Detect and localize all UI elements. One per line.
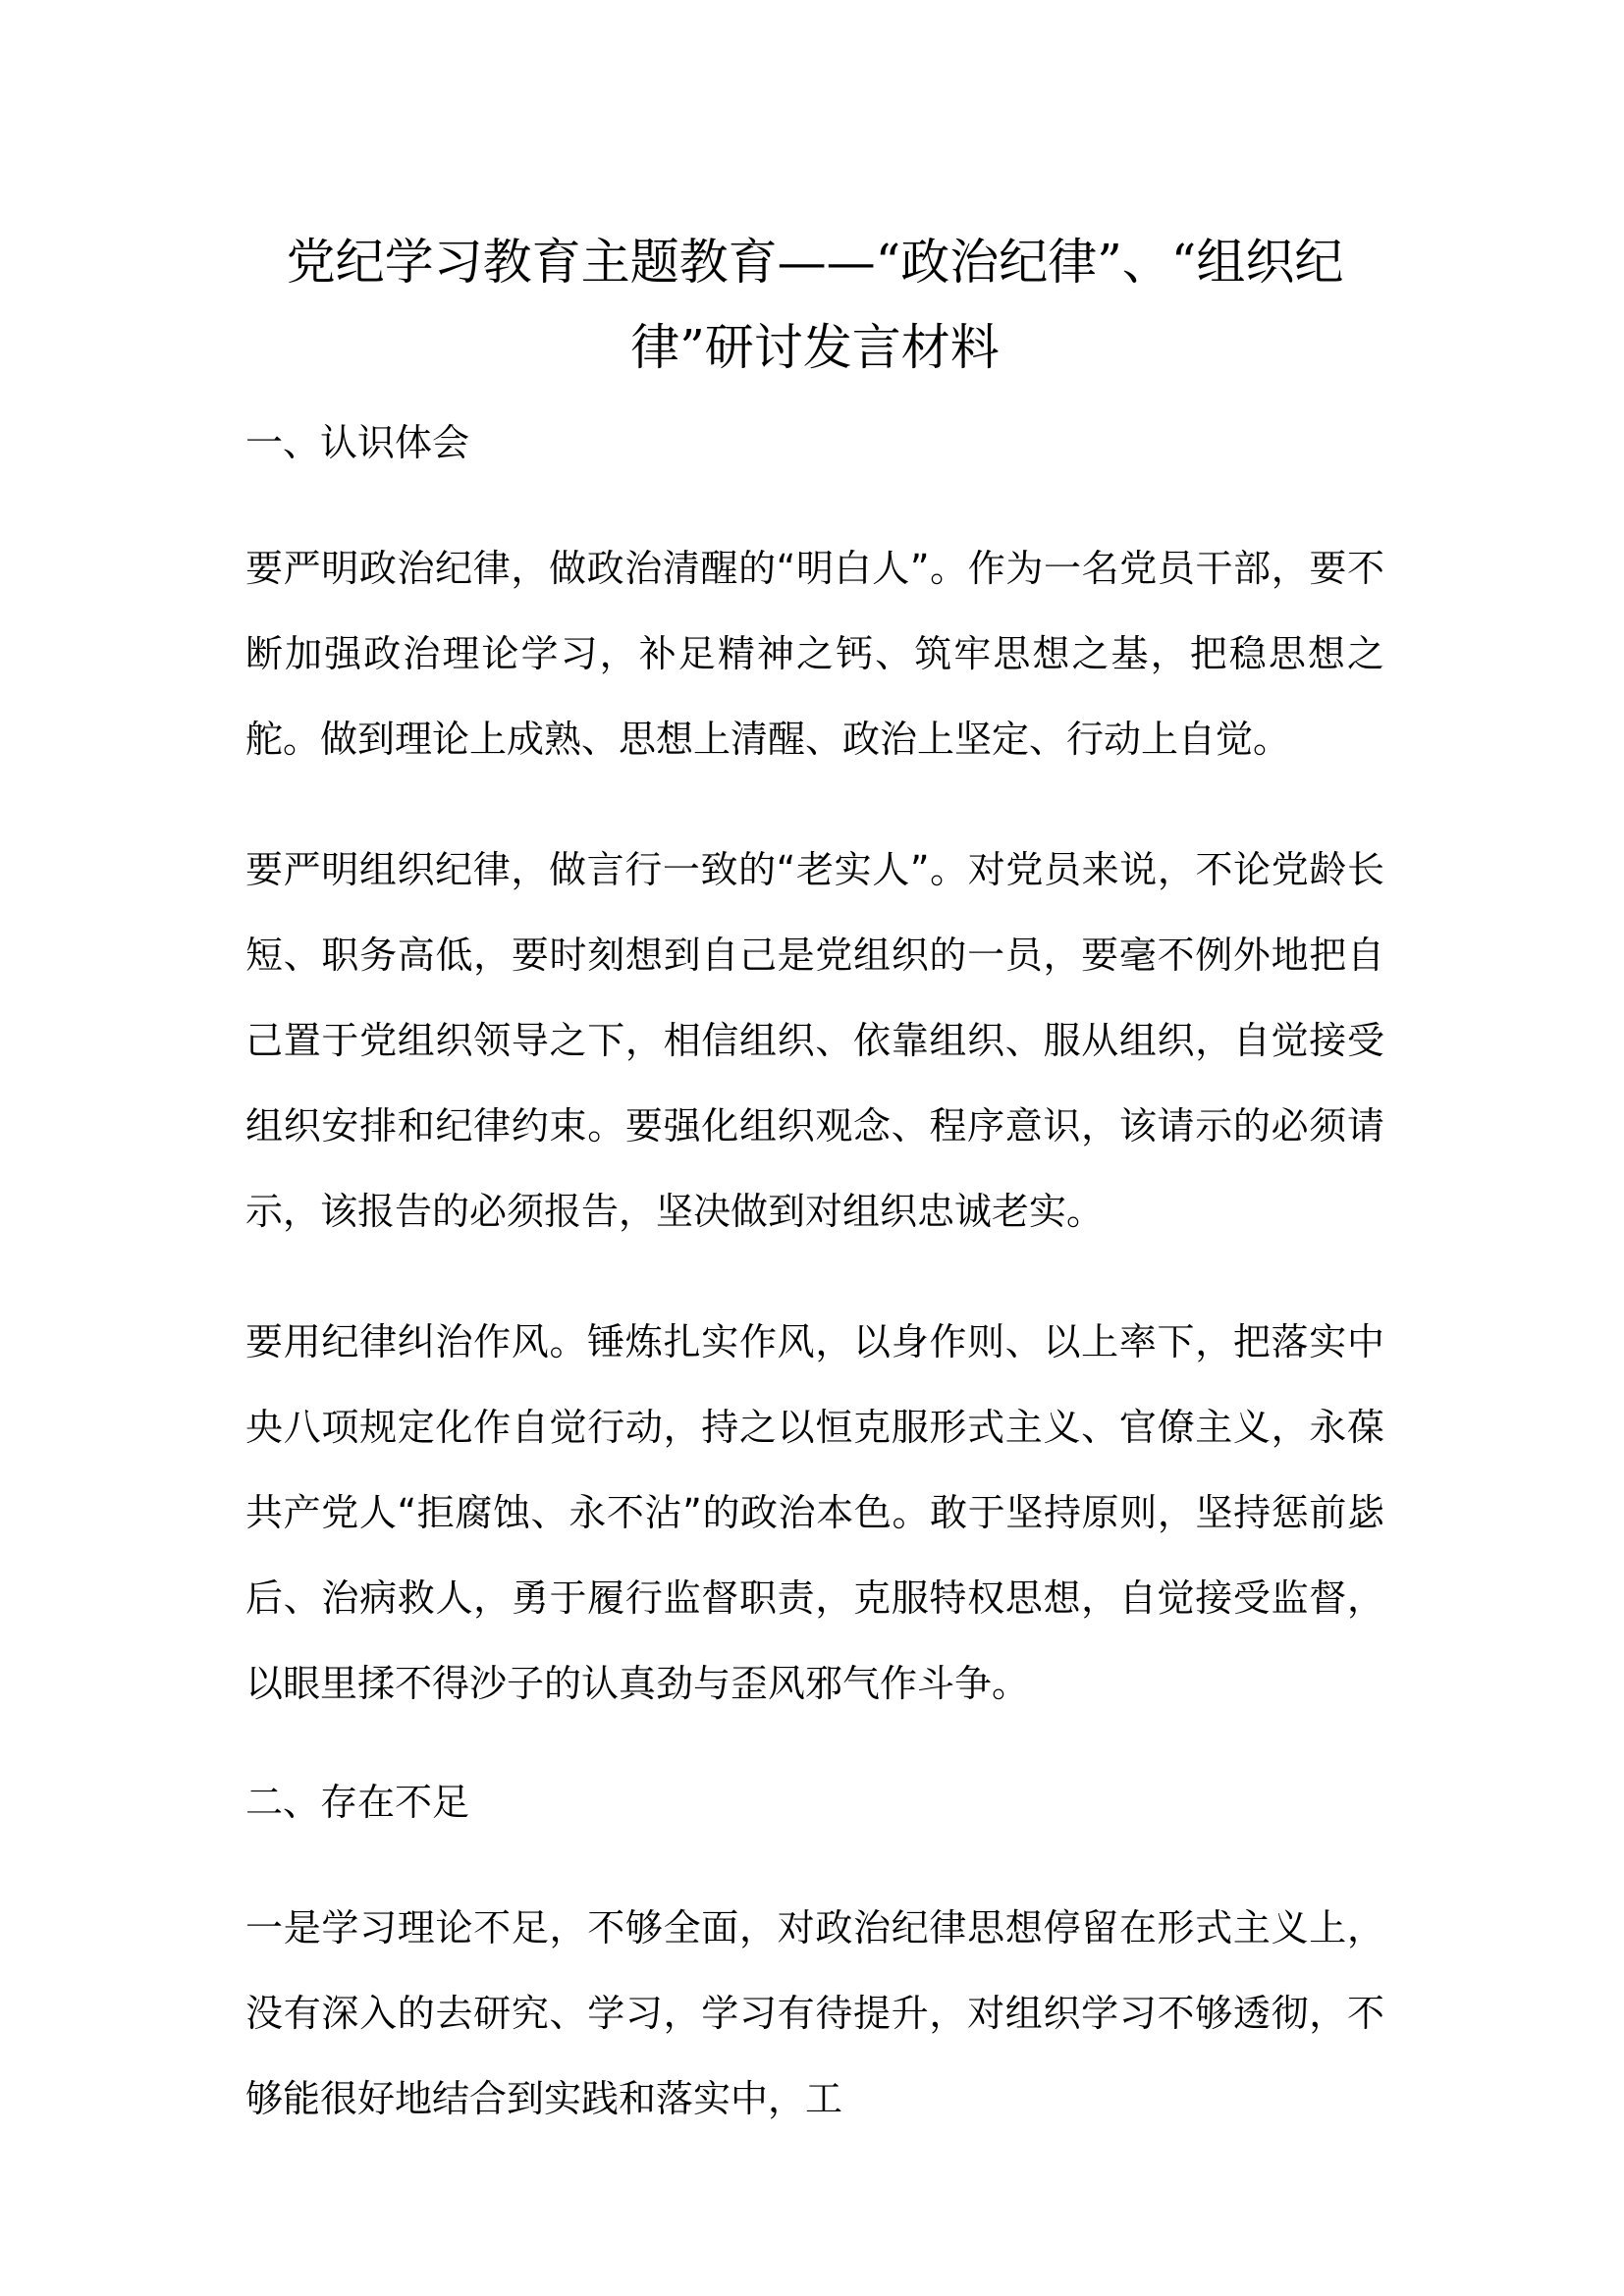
- paragraph-theory-study: 一是学习理论不足，不够全面，对政治纪律思想停留在形式主义上，没有深入的去研究、学习，学习有待提升，对组织学习不够透彻，不够能很好地结合到实践和落实中，工: [245, 1906, 1384, 2120]
- document-body: [245, 412, 1384, 2187]
- document-title-line-2: 律”研讨发言材料: [630, 319, 1000, 376]
- section-heading-awareness: 一、认识体会: [245, 421, 470, 464]
- paragraph-political-discipline: 要严明政治纪律，做政治清醒的“明白人”。作为一名党员干部，要不断加强政治理论学习，补足精神之钙、筑牢思想之基，把稳思想之舵。做到理论上成熟、思想上清醒、政治上坚定、行动上自觉。: [245, 547, 1384, 761]
- paragraph-organizational-discipline: 要严明组织纪律，做言行一致的“老实人”。对党员来说，不论党龄长短、职务高低，要时刻想到自己是党组织的一员，要毫不例外地把自己置于党组织领导之下，相信组织、依靠组织、服从组织，自觉接受组织安排和纪律约束。要强化组织观念、程序意识，该请示的必须请示，该报告的必须报告，坚决做到对组织忠诚老实。: [245, 848, 1384, 1233]
- section-heading-shortcomings: 二、存在不足: [245, 1781, 470, 1824]
- paragraph-work-style: 要用纪律纠治作风。锤炼扎实作风，以身作则、以上率下，把落实中央八项规定化作自觉行动，持之以恒克服形式主义、官僚主义，永葆共产党人“拒腐蚀、永不沾”的政治本色。敢于坚持原则，坚持惩前毖后、治病救人，勇于履行监督职责，克服特权思想，自觉接受监督，以眼里揉不得沙子的认真劲与歪风邪气作斗争。: [245, 1320, 1384, 1705]
- document-title-line-1: 党纪学习教育主题教育——“政治纪律”、“组织纪: [286, 234, 1344, 291]
